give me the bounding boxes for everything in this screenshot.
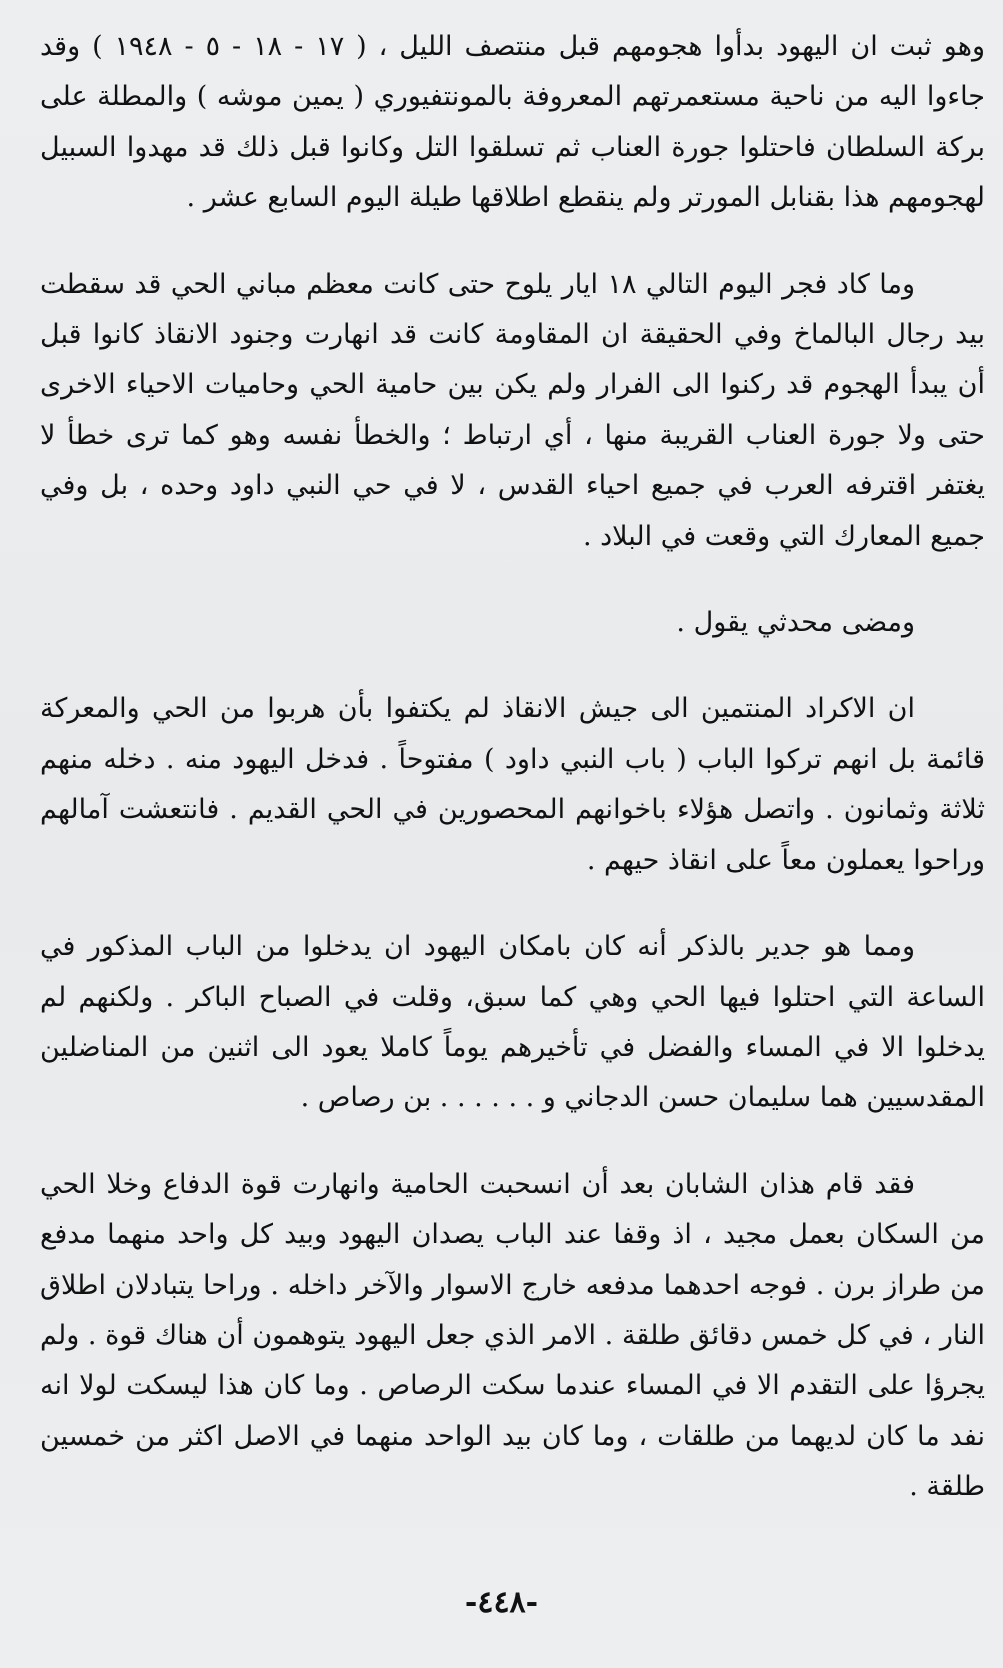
paragraph-3: ومضى محدثي يقول . — [676, 607, 915, 639]
paragraph-4: ان الاكراد المنتمين الى جيش الانقاذ لم يكتفوا بأن هربوا من الحي والمعركة قائمة بل انهم تركوا الباب ( باب النبي داود ) مفتوحاً . فدخل اليهود منه . دخله منهم ثلاثة وثمانون . واتصل هؤلاء باخوانهم المحصورين في الحي القديم . فانتعشت آمالهم وراحوا يعملون معاً على انقاذ حيهم . — [40, 693, 985, 876]
page-number: -٤٤٨- — [464, 1585, 539, 1620]
body-text — [40, 22, 985, 1513]
paragraph-1: وهو ثبت ان اليهود بدأوا هجومهم قبل منتصف الليل ، ( ١٧ - ١٨ - ٥ - ١٩٤٨ ) وقد جاءوا اليه من ناحية مستعمرتهم المعروفة بالمونتفيوري ( يمين موشه ) والمطلة على بركة السلطان فاحتلوا جورة العناب ثم تسلقوا التل وكانوا قبل ذلك قد مهدوا السبيل لهجومهم هذا بقنابل المورتر ولم ينقطع اطلاقها طيلة اليوم السابع عشر . — [40, 31, 985, 214]
paragraph-5: ومما هو جدير بالذكر أنه كان بامكان اليهود ان يدخلوا من الباب المذكور في الساعة التي احتلوا فيها الحي وهي كما سبق، وقلت في الصباح الباكر . ولكنهم لم يدخلوا الا في المساء والفضل في تأخيرهم يوماً كاملا يعود الى اثنين من المناضلين المقدسيين هما سليمان حسن الدجاني و . . . . . . بن رصاص . — [40, 931, 985, 1114]
paragraph-6: فقد قام هذان الشابان بعد أن انسحبت الحامية وانهارت قوة الدفاع وخلا الحي من السكان بعمل مجيد ، اذ وقفا عند الباب يصدان اليهود وبيد كل واحد منهما مدفع من طراز برن . فوجه احدهما مدفعه خارج الاسوار والآخر داخله . وراحا يتبادلان اطلاق النار ، في كل خمس دقائق طلقة . الامر الذي جعل اليهود يتوهمون أن هناك قوة . ولم يجرؤا على التقدم الا في المساء عندما سكت الرصاص . وما كان هذا ليسكت لولا انه نفد ما كان لديهما من طلقات ، وما كان بيد الواحد منهما في الاصل اكثر من خمسين طلقة . — [40, 1168, 985, 1503]
paragraph-2: وما كاد فجر اليوم التالي ١٨ ايار يلوح حتى كانت معظم مباني الحي قد سقطت بيد رجال البالماخ وفي الحقيقة ان المقاومة كانت قد انهارت وجنود الانقاذ كانوا قبل أن يبدأ الهجوم قد ركنوا الى الفرار ولم يكن بين حامية الحي وحاميات الاحياء الاخرى حتى ولا جورة العناب القريبة منها ، أي ارتباط ؛ والخطأ نفسه وهو كما ترى خطأ لا يغتفر اقترفه العرب في جميع احياء القدس ، لا في حي النبي داود وحده ، بل وفي جميع المعارك التي وقعت في البلاد . — [40, 268, 985, 552]
